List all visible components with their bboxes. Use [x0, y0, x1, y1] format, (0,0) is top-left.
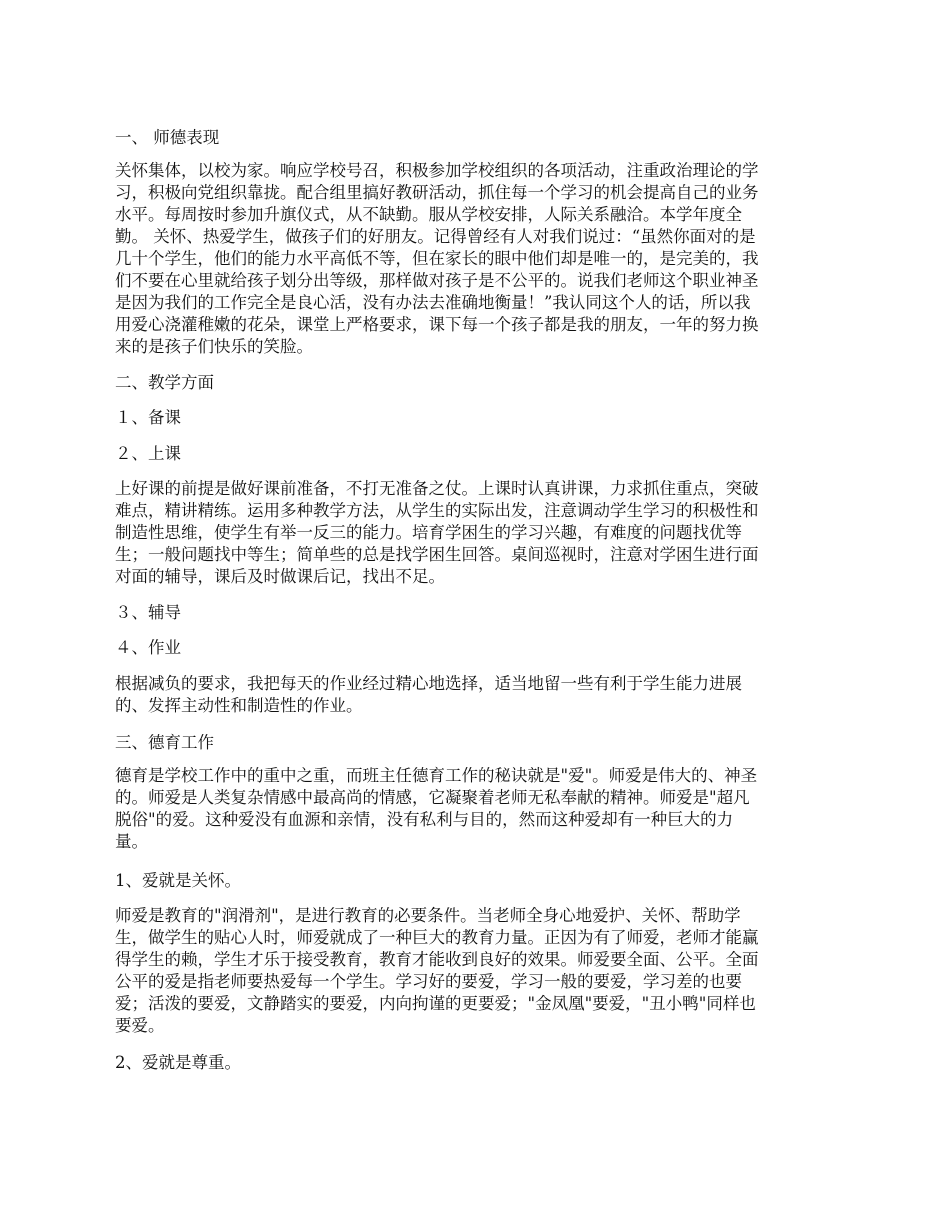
- paragraph-line: 公平的爱是指老师要热爱每一个学生。学习好的要爱，学习一般的要爱，学习差的也要: [115, 972, 742, 991]
- paragraph-line: 对面的辅导，课后及时做课后记，找出不足。: [115, 567, 445, 586]
- paragraph-line: 关怀集体，以校为家。响应学校号召，积极参加学校组织的各项活动，注重政治理论的学: [115, 161, 759, 180]
- paragraph-moral-education: [115, 765, 845, 853]
- subheading-text: ３、辅导: [115, 603, 181, 622]
- paragraph-homework: [115, 673, 845, 717]
- paragraph-line: 难点，精讲精练。运用多种教学方法，从学生的实际出发，注意调动学生学习的积极性和: [115, 501, 759, 520]
- paragraph-love-is-care: [115, 905, 845, 1037]
- paragraph-line: 德育是学校工作中的重中之重，而班主任德育工作的秘诀就是"爱"。师爱是伟大的、神圣: [115, 766, 758, 785]
- subheading-text: ２、上课: [115, 444, 181, 463]
- paragraph-line: 生，做学生的贴心人时，师爱就成了一种巨大的教育力量。正因为有了师爱，老师才能赢: [115, 928, 759, 947]
- paragraph-line: 生；一般问题找中等生；简单些的总是找学困生回答。桌间巡视时，注意对学困生进行面: [115, 545, 759, 564]
- paragraph-class: [115, 478, 845, 588]
- paragraph-line: 的、发挥主动性和制造性的作业。: [115, 696, 363, 715]
- subheading-text: １、备课: [115, 408, 181, 427]
- subheading-class: [115, 443, 845, 465]
- subheading-text: 2、爱就是尊重。: [115, 1053, 241, 1072]
- subheading-love-is-respect: [115, 1052, 845, 1074]
- paragraph-line: 来的是孩子们快乐的笑脸。: [115, 337, 313, 356]
- subheading-tutoring: [115, 602, 845, 624]
- paragraph-line: 要爱。: [115, 1016, 165, 1035]
- subheading-text: ４、作业: [115, 638, 181, 657]
- paragraph-line: 爱；活泼的要爱，文静踏实的要爱，内向拘谨的更要爱；"金凤凰"要爱，"丑小鸭"同样也: [115, 994, 756, 1013]
- section-heading-teaching: [115, 372, 845, 394]
- paragraph-line: 师爱是教育的"润滑剂"，是进行教育的必要条件。当老师全身心地爱护、关怀、帮助学: [115, 906, 741, 925]
- heading-text: 三、德育工作: [115, 733, 214, 752]
- subheading-homework: [115, 637, 845, 659]
- section-heading-moral-education: [115, 732, 845, 754]
- subheading-lesson-prep: [115, 407, 845, 429]
- paragraph-line: 们不要在心里就给孩子划分出等级，那样做对孩子是不公平的。说我们老师这个职业神圣: [115, 271, 759, 290]
- paragraph-line: 得学生的赖，学生才乐于接受教育，教育才能收到良好的效果。师爱要全面、公平。全面: [115, 950, 759, 969]
- paragraph-line: 是因为我们的工作完全是良心活，没有办法去准确地衡量！”我认同这个人的话，所以我: [115, 293, 751, 312]
- paragraph-line: 用爱心浇灌稚嫩的花朵，课堂上严格要求，课下每一个孩子都是我的朋友，一年的努力换: [115, 315, 759, 334]
- paragraph-line: 几十个学生，他们的能力水平高低不等，但在家长的眼中他们却是唯一的，是完美的，我: [115, 249, 759, 268]
- subheading-text: 1、爱就是关怀。: [115, 871, 241, 890]
- paragraph-line: 勤。 关怀、热爱学生，做孩子们的好朋友。记得曾经有人对我们说过：“虽然你面对的是: [115, 227, 756, 246]
- paragraph-line: 的。师爱是人类复杂情感中最高尚的情感，它凝聚着老师无私奉献的精神。师爱是"超凡: [115, 788, 750, 807]
- heading-text: 二、教学方面: [115, 373, 214, 392]
- section-heading-teacher-ethics: [115, 127, 845, 149]
- paragraph-line: 上好课的前提是做好课前准备，不打无准备之仗。上课时认真讲课，力求抓住重点，突破: [115, 479, 759, 498]
- heading-text: 一、 师德表现: [115, 128, 220, 147]
- paragraph-line: 脱俗"的爱。这种爱没有血源和亲情，没有私利与目的，然而这种爱却有一种巨大的力: [115, 810, 734, 829]
- paragraph-line: 习，积极向党组织靠拢。配合组里搞好教研活动，抓住每一个学习的机会提高自己的业务: [115, 183, 759, 202]
- paragraph-teacher-ethics: [115, 160, 845, 358]
- paragraph-line: 水平。每周按时参加升旗仪式，从不缺勤。服从学校安排，人际关系融洽。本学年度全: [115, 205, 742, 224]
- paragraph-line: 制造性思维，使学生有举一反三的能力。培育学困生的学习兴趣，有难度的问题找优等: [115, 523, 742, 542]
- paragraph-line: 量。: [115, 832, 148, 851]
- paragraph-line: 根据减负的要求，我把每天的作业经过精心地选择，适当地留一些有利于学生能力进展: [115, 674, 742, 693]
- subheading-love-is-care: [115, 870, 845, 892]
